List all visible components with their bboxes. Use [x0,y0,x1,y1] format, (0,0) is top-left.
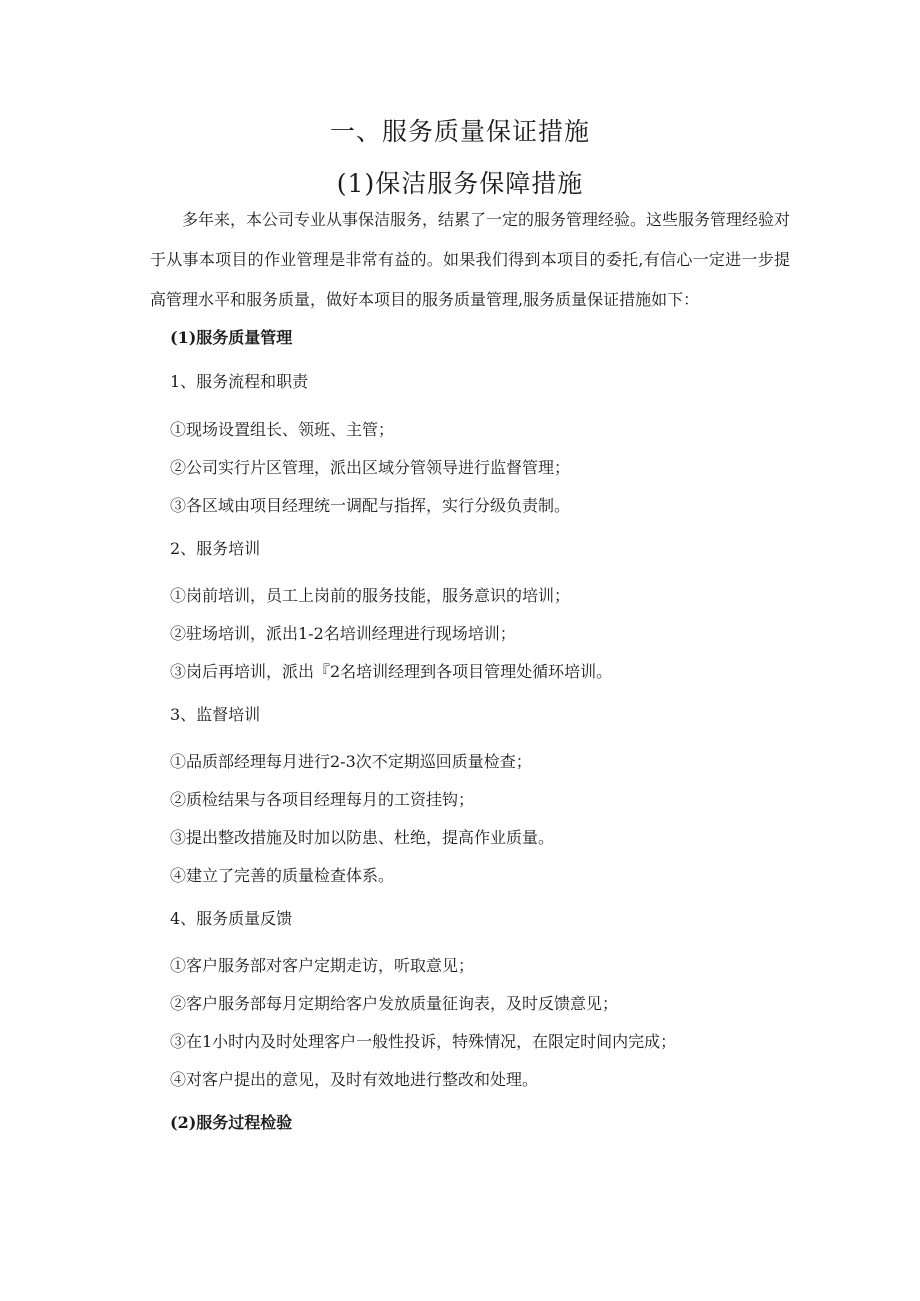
list-item: ①品质部经理每月进行2-3次不定期巡回质量检查； [170,752,532,771]
section1-heading: (1)服务质量管理 [170,328,293,347]
list-item: ②驻场培训，派出1-2名培训经理进行现场培训； [170,624,516,643]
list-item: ①岗前培训，员工上岗前的服务技能，服务意识的培训； [170,586,571,605]
list-item: ③在1小时内及时处理客户一般性投诉，特殊情况，在限定时间内完成； [170,1032,677,1051]
list-item: ④对客户提出的意见，及时有效地进行整改和处理。 [170,1070,539,1089]
list-item: ③各区域由项目经理统一调配与指挥，实行分级负责制。 [170,496,571,515]
section2-heading: (2)服务过程检验 [170,1113,293,1132]
document-subtitle: (1)保洁服务保障措施 [336,169,584,198]
document-title: 一、服务质量保证措施 [329,117,590,146]
sub1-heading: 1、服务流程和职责 [170,372,309,391]
list-item: ①现场设置组长、领班、主管； [170,420,395,439]
list-item: ②公司实行片区管理，派出区域分管领导进行监督管理； [170,458,571,477]
list-item: ③岗后再培训，派出『2名培训经理到各项目管理处循环培训。 [170,662,613,681]
list-item: ②质检结果与各项目经理每月的工资挂钩； [170,790,475,809]
sub2-heading: 2、服务培训 [170,539,261,558]
sub3-heading: 3、监督培训 [170,705,261,724]
sub4-heading: 4、服务质量反馈 [170,909,293,928]
intro-paragraph: 多年来，本公司专业从事保洁服务，结累了一定的服务管理经验。这些服务管理经验对于从事本项目的作业管理是非常有益的。如果我们得到本项目的委托,有信心一定进一步提高管理水平和服务质量，做好本项目的服务质量管理,服务质量保证措施如下： [150,210,791,309]
list-item: ②客户服务部每月定期给客户发放质量征询表，及时反馈意见； [170,994,619,1013]
list-item: ④建立了完善的质量检查体系。 [170,866,395,885]
list-item: ①客户服务部对客户定期走访，听取意见； [170,956,475,975]
list-item: ③提出整改措施及时加以防患、杜绝，提高作业质量。 [170,828,555,847]
